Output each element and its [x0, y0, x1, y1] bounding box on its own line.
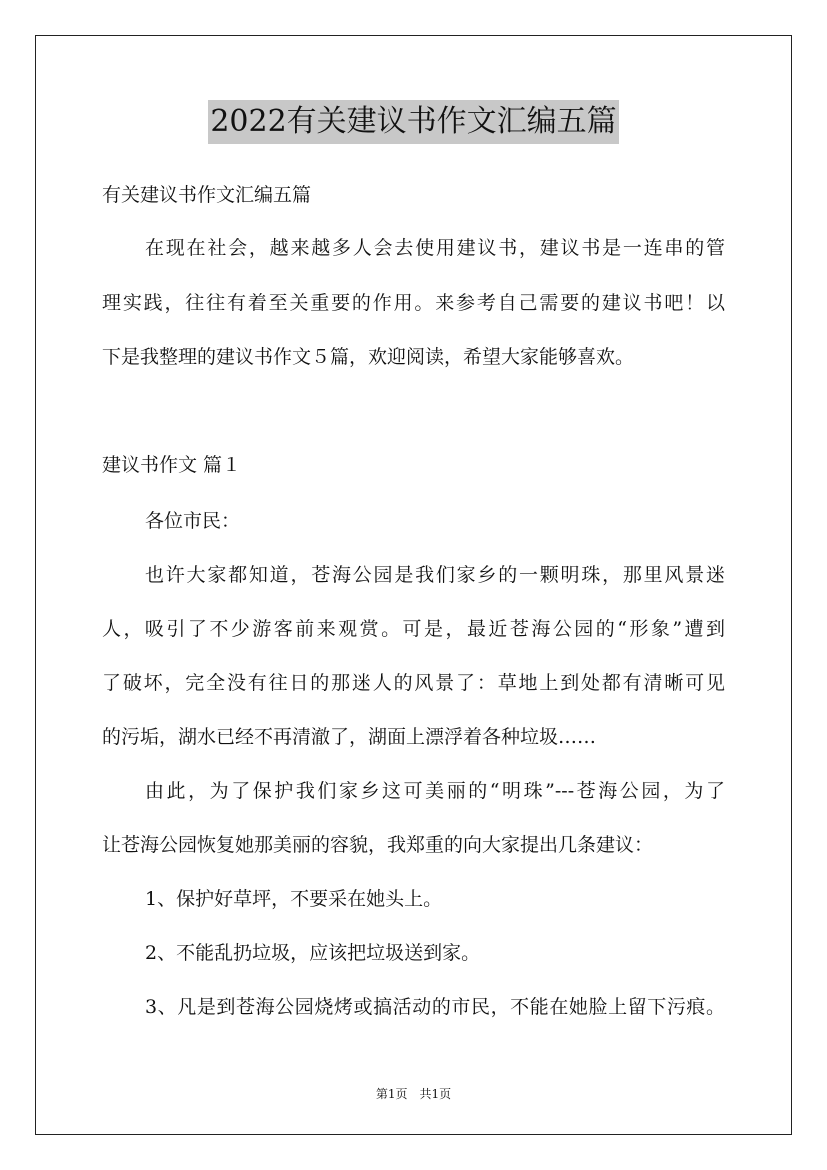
paragraph-line: 的污垢，湖水已经不再清澈了，湖面上漂浮着各种垃圾……: [102, 726, 597, 748]
page-total: 共1页: [419, 1087, 452, 1101]
title-container: [0, 100, 827, 144]
document-subtitle: 有关建议书作文汇编五篇: [102, 184, 312, 206]
intro-line: 下是我整理的建议书作文５篇，欢迎阅读，希望大家能够喜欢。: [102, 346, 635, 368]
list-item: 1、保护好草坪，不要采在她头上。: [145, 888, 443, 910]
list-item: 3、凡是到苍海公园烧烤或搞活动的市民，不能在她脸上留下污痕。: [145, 996, 725, 1018]
paragraph-line: 也许大家都知道，苍海公园是我们家乡的一颗明珠，那里风景迷: [145, 564, 725, 586]
list-item: 2、不能乱扔垃圾，应该把垃圾送到家。: [145, 942, 481, 964]
paragraph-line: 由此，为了保护我们家乡这可美丽的“明珠”---苍海公园，为了: [145, 780, 725, 802]
paragraph-line: 让苍海公园恢复她那美丽的容貌，我郑重的向大家提出几条建议：: [102, 834, 654, 856]
intro-line: 在现在社会，越来越多人会去使用建议书，建议书是一连串的管: [145, 237, 725, 259]
section-heading: 建议书作文 篇１: [102, 454, 242, 476]
page-footer: [0, 1086, 827, 1102]
paragraph-line: 了破坏，完全没有往日的那迷人的风景了：草地上到处都有清晰可见: [102, 672, 725, 694]
document-title: 2022有关建议书作文汇编五篇: [208, 100, 618, 144]
paragraph-line: 人，吸引了不少游客前来观赏。可是，最近苍海公园的“形象”遭到: [102, 618, 725, 640]
page-number: 第1页: [375, 1087, 408, 1101]
intro-line: 理实践，往往有着至关重要的作用。来参考自己需要的建议书吧！以: [102, 292, 725, 314]
salutation: 各位市民：: [145, 510, 241, 532]
